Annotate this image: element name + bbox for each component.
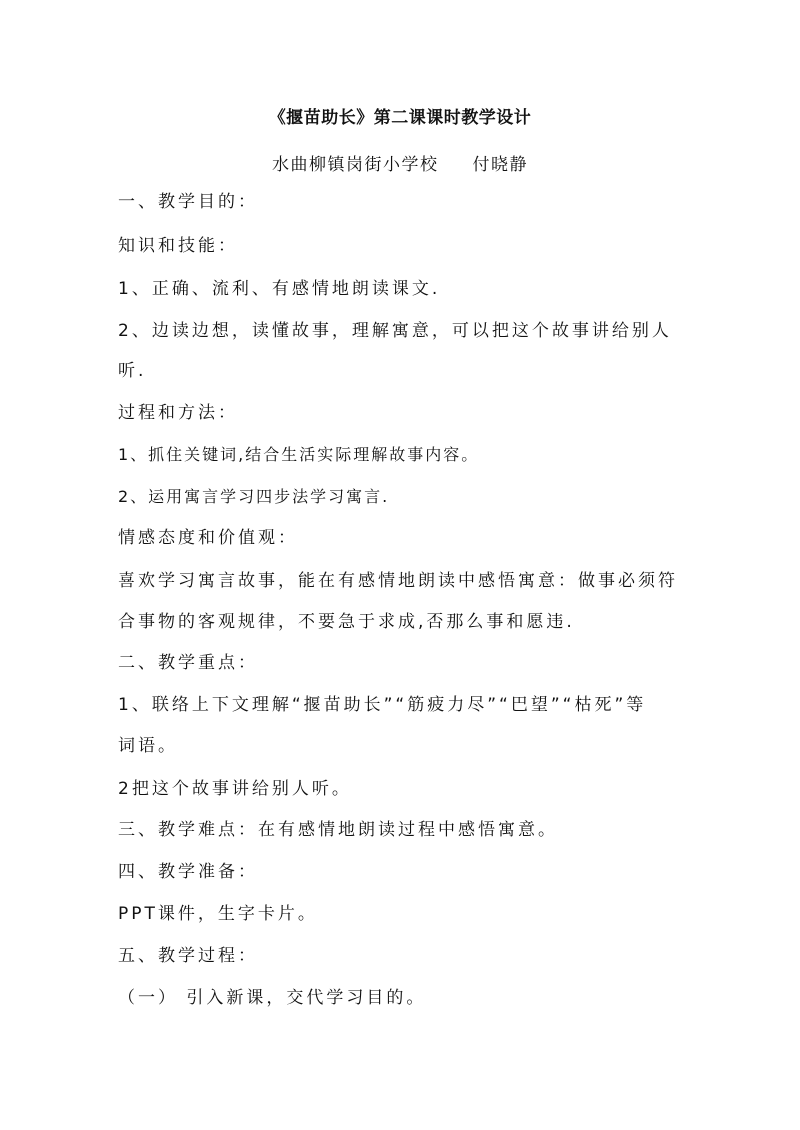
key-point-item-2: 2把这个故事讲给别人听。 (118, 779, 352, 799)
author-name: 付晓静 (472, 155, 528, 175)
subheading-knowledge-skills: 知识和技能： (118, 236, 238, 256)
method-item-2: 2、运用寓言学习四步法学习寓言. (118, 487, 390, 506)
objective-item-2-cont: 听. (118, 361, 147, 381)
section-heading-process: 五、教学过程： (118, 946, 258, 966)
section-heading-difficulties: 三、教学难点：在有感情地朗读过程中感悟寓意。 (118, 820, 558, 840)
preparation-text: PPT课件，生字卡片。 (118, 904, 318, 924)
method-item-1: 1、抓住关键词,结合生活实际理解故事内容。 (118, 445, 480, 464)
subheading-attitude-values: 情感态度和价值观： (118, 528, 298, 548)
process-step-1: （一） 引入新课，交代学习目的。 (118, 988, 427, 1008)
document-author-line (0, 150, 800, 175)
author-school: 水曲柳镇岗街小学校 (272, 155, 439, 175)
key-point-item-1-cont: 词语。 (118, 736, 178, 756)
attitude-text-2: 合事物的客观规律，不要急于求成,否那么事和愿违. (118, 612, 575, 632)
objective-item-2: 2、边读边想，读懂故事，理解寓意，可以把这个故事讲给别人 (118, 321, 672, 341)
section-heading-objectives: 一、教学目的： (118, 192, 258, 212)
section-heading-key-points: 二、教学重点： (118, 653, 258, 673)
key-point-item-1: 1、联络上下文理解“揠苗助长”“筋疲力尽”“巴望”“枯死”等 (118, 695, 647, 715)
section-heading-preparation: 四、教学准备： (118, 862, 258, 882)
document-title: 《揠苗助长》第二课课时教学设计 (268, 108, 532, 128)
objective-item-1: 1、正确、流利、有感情地朗读课文. (118, 279, 441, 299)
subheading-process-method: 过程和方法： (118, 403, 238, 423)
attitude-text-1: 喜欢学习寓言故事，能在有感情地朗读中感悟寓意：做事必须符 (118, 571, 678, 591)
